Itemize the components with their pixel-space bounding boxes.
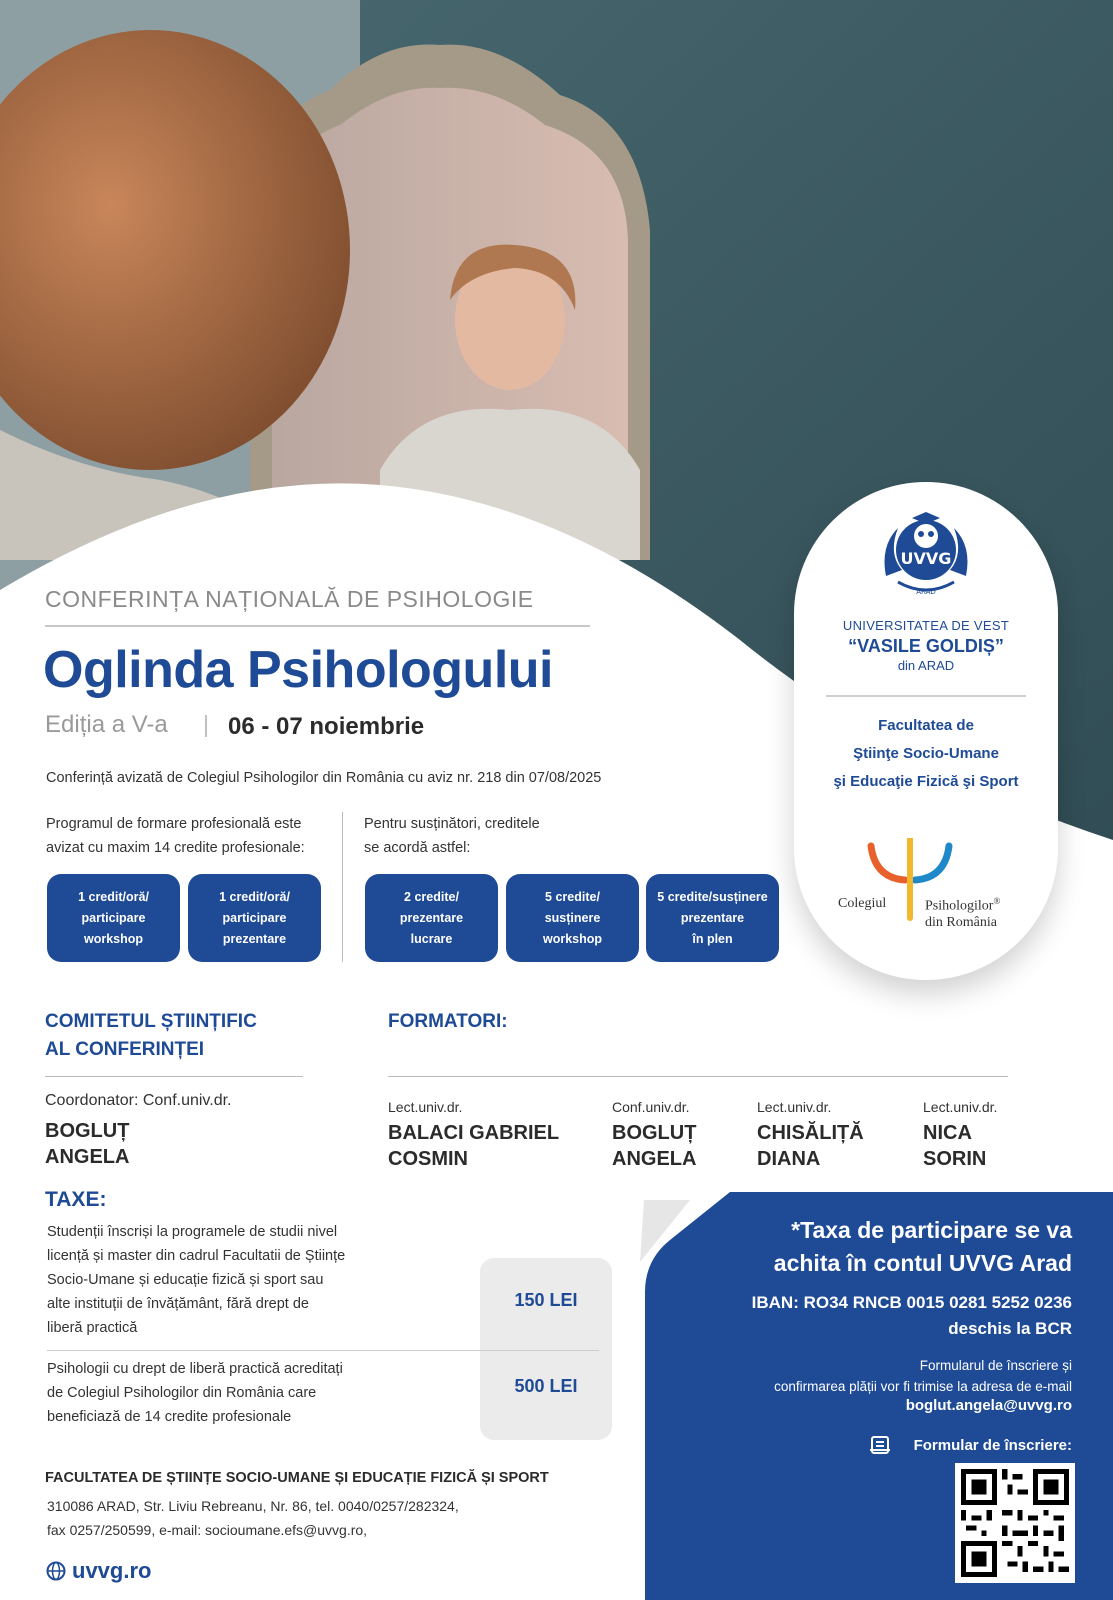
trainer-name: BALACI GABRIEL COSMIN	[388, 1122, 560, 1170]
divider	[388, 1076, 1008, 1077]
faculty-address-heading: FACULTATEA DE ȘTIINȚE SOCIO-UMANE ȘI EDUCAȚIE FIZICĂ ȘI SPORT	[45, 1470, 549, 1486]
cpr-label-2: Psihologilor® din România	[925, 896, 1001, 930]
trainer-name: NICA SORIN	[923, 1122, 987, 1170]
fee-psychologist-value: 500 LEI	[514, 1376, 578, 1396]
conference-kicker: CONFERINȚA NAȚIONALĂ DE PSIHOLOGIE	[45, 586, 534, 612]
trainer-title: Lect.univ.dr.	[388, 1099, 463, 1115]
credit-pill-presentation: 1 credit/oră/ participare prezentare	[188, 874, 321, 962]
svg-text:ARAD: ARAD	[916, 588, 936, 596]
uvvg-crest-icon	[878, 506, 974, 602]
credit-pill-workshop: 1 credit/oră/ participare workshop	[47, 874, 180, 962]
university-name-line1: UNIVERSITATEA DE VEST	[842, 618, 1010, 633]
fee-values-box	[480, 1258, 612, 1440]
trainer-name: CHISĂLIȚĂ DIANA	[757, 1122, 864, 1170]
trainer-name: BOGLUȚ ANGELA	[612, 1122, 697, 1170]
faculty-name: Facultatea de Ştiinţe Socio-Umane şi Educaţie Fizică şi Sport	[833, 717, 1019, 790]
divider	[826, 695, 1026, 697]
trainer-title: Conf.univ.dr.	[612, 1099, 690, 1115]
committee-heading: COMITETUL ȘTIINȚIFIC AL CONFERINȚEI	[45, 1011, 257, 1060]
edition-label: Ediția a V-a	[45, 711, 168, 738]
faculty-address: 310086 ARAD, Str. Liviu Rebreanu, Nr. 86, tel. 0040/0257/282324, fax 0257/250599, e-mail: socioumane.efs@uvvg.ro,	[47, 1498, 459, 1538]
coordinator-name: BOGLUȚ ANGELA	[45, 1120, 130, 1168]
fee-psychologist-description: Psihologii cu drept de liberă practică acreditați de Colegiul Psihologilor din România care beneficiază de 14 credite profesionale	[47, 1361, 343, 1425]
university-name-line2: “VASILE GOLDIȘ”	[848, 636, 1004, 656]
registration-form-label: Formular de înscriere:	[913, 1437, 1072, 1454]
payment-notice: *Taxa de participare se va achita în contul UVVG Arad	[773, 1217, 1072, 1276]
website-link[interactable]: uvvg.ro	[72, 1558, 152, 1583]
trainers-heading: FORMATORI:	[388, 1011, 508, 1032]
divider	[342, 812, 343, 962]
svg-text:UVVG: UVVG	[900, 549, 952, 568]
university-name-line3: din ARAD	[897, 658, 955, 673]
registration-info: Formularul de înscriere și confirmarea plății vor fi trimise la adresa de e-mail	[774, 1358, 1072, 1394]
credit-pill-paper: 2 credite/ prezentare lucrare	[365, 874, 498, 962]
qr-code-icon	[961, 1469, 1069, 1577]
accreditation-note: Conferință avizată de Colegiul Psihologilor din România cu aviz nr. 218 din 07/08/2025	[46, 770, 602, 786]
divider	[45, 625, 590, 627]
event-dates: 06 - 07 noiembrie	[228, 713, 425, 740]
fee-student-value: 150 LEI	[514, 1290, 578, 1310]
iban-info: IBAN: RO34 RNCB 0015 0281 5252 0236 deschis la BCR	[751, 1293, 1072, 1338]
supporter-credits-text: Pentru susținători, creditele se acordă astfel:	[364, 816, 540, 856]
contact-email-link[interactable]: boglut.angela@uvvg.ro	[905, 1397, 1072, 1414]
page-title: Oglinda Psihologului	[43, 641, 553, 699]
cpr-label-1: Colegiul	[838, 896, 887, 911]
program-credits-text: Programul de formare profesională este avizat cu maxim 14 credite profesionale:	[46, 816, 305, 856]
qr-code[interactable]	[955, 1463, 1075, 1583]
divider	[45, 1076, 303, 1077]
trainer-title: Lect.univ.dr.	[757, 1099, 832, 1115]
divider	[47, 1350, 599, 1351]
credit-pill-plenary: 5 credite/susținere prezentare în plen	[646, 874, 779, 962]
trainer-title: Lect.univ.dr.	[923, 1099, 998, 1115]
coordinator-label: Coordonator: Conf.univ.dr.	[45, 1092, 232, 1109]
fee-student-description: Studenții înscriși la programele de studii nivel licență și master din cadrul Facultatii de Științe Socio-Umane și educație fizică și sport sau alte instituții de învățământ, fără drept de liberă practică	[47, 1224, 346, 1336]
credit-pill-workshop-support: 5 credite/ susținere workshop	[506, 874, 639, 962]
divider	[205, 715, 207, 737]
fees-heading: TAXE:	[45, 1188, 107, 1211]
globe-icon	[46, 1561, 66, 1581]
